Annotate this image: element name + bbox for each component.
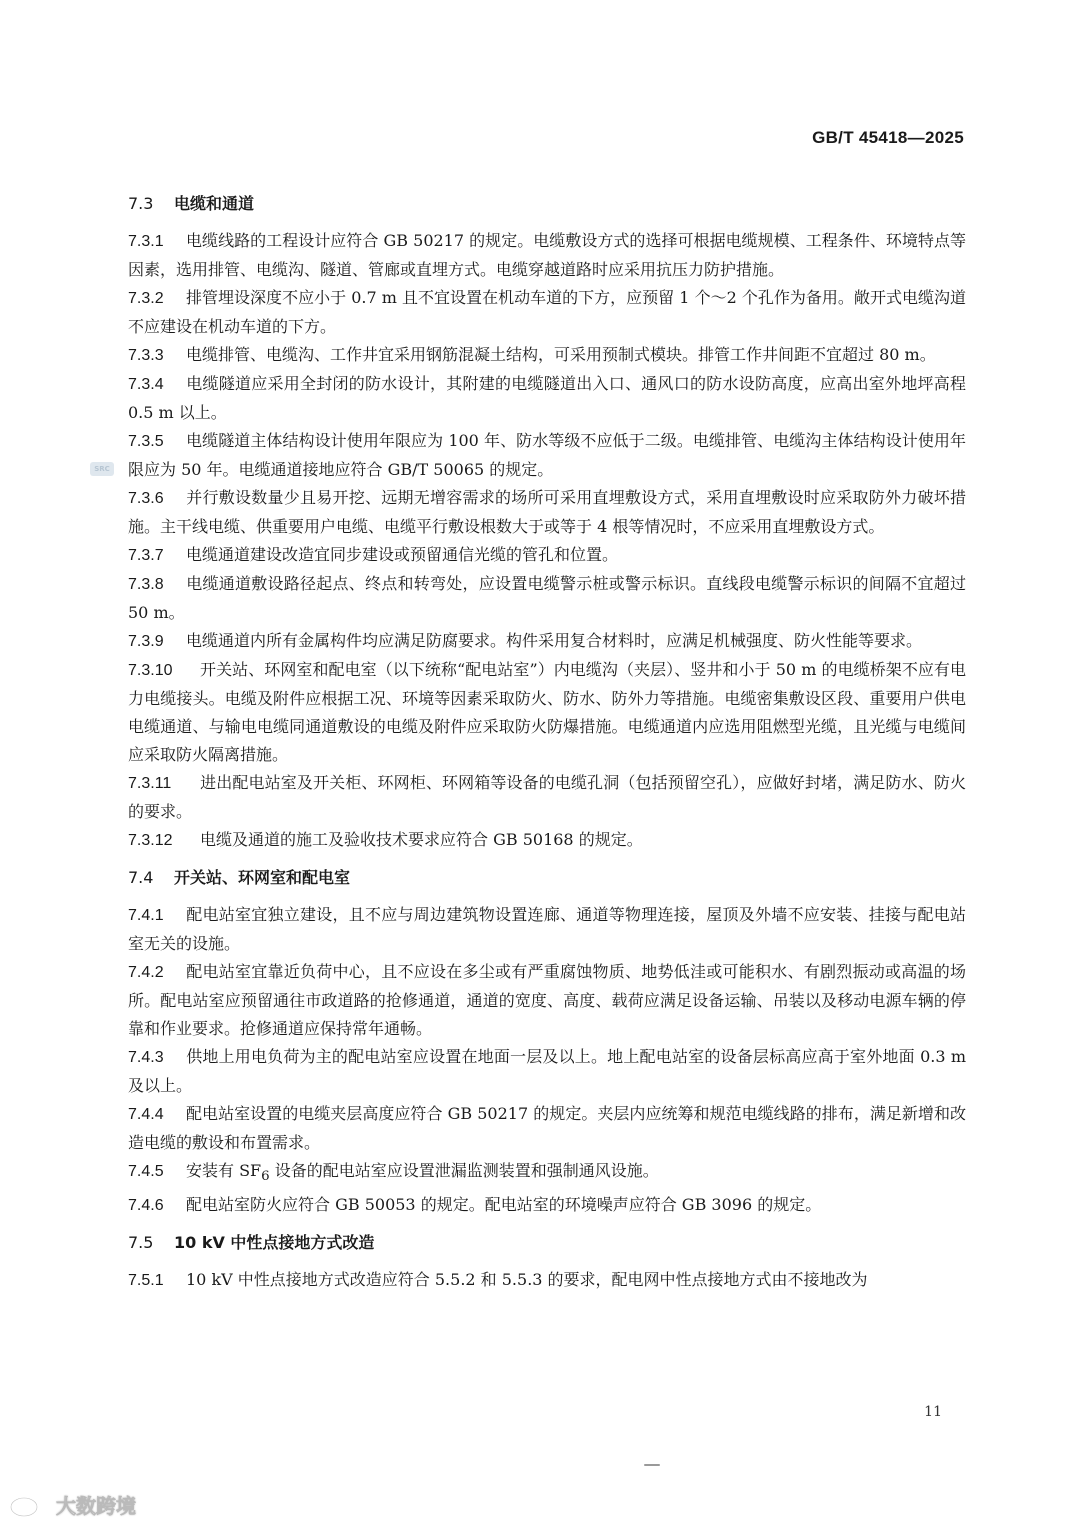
clause-number: 7.3.3: [128, 347, 164, 364]
clause-7-3-2: [128, 284, 966, 341]
clause-text: 配电站室宜独立建设，且不应与周边建筑物设置连廊、通道等物理连接，屋顶及外墙不应安装、挂接与配电站室无关的设施。: [128, 905, 966, 953]
page-divider: [644, 1464, 660, 1466]
watermark-text: 大数跨境: [56, 1493, 136, 1518]
clause-7-3-3: [128, 341, 966, 370]
watermark: [8, 1488, 136, 1520]
clause-text: 配电站室防火应符合 GB 50053 的规定。配电站室的环境噪声应符合 GB 3096 的规定。: [186, 1195, 822, 1215]
clause-number: 7.3.4: [128, 376, 164, 393]
clause-number: 7.3.9: [128, 633, 164, 650]
clause-7-3-7: [128, 541, 966, 570]
clause-number: 7.3.5: [128, 433, 164, 450]
section-number: 7.3: [128, 194, 154, 213]
clause-7-3-11: [128, 769, 966, 826]
clause-7-4-5: [128, 1157, 966, 1191]
clause-text: 进出配电站室及开关柜、环网柜、环网箱等设备的电缆孔洞（包括预留空孔），应做好封堵，满足防水、防火的要求。: [128, 773, 966, 821]
section-heading-7-3: [128, 190, 966, 218]
standard-code: GB/T 45418—2025: [812, 128, 964, 147]
clause-text-before: 安装有 SF: [186, 1161, 262, 1180]
section-title: 电缆和通道: [174, 194, 255, 213]
clause-number: 7.3.6: [128, 490, 164, 507]
side-mark-badge: SRC: [90, 462, 114, 476]
clause-text: 配电站室设置的电缆夹层高度应符合 GB 50217 的规定。夹层内应统筹和规范电缆线路的排布，满足新增和改造电缆的敷设和布置需求。: [128, 1104, 966, 1152]
weibo-logo-icon: [8, 1489, 48, 1519]
clause-text: 电缆线路的工程设计应符合 GB 50217 的规定。电缆敷设方式的选择可根据电缆规模、工程条件、环境特点等因素，选用排管、电缆沟、隧道、管廊或直埋方式。电缆穿越道路时应采用抗压力防护措施。: [128, 231, 966, 279]
clause-text: 排管埋设深度不应小于 0.7 m 且不宜设置在机动车道的下方，应预留 1 个～2 个孔作为备用。敞开式电缆沟道不应建设在机动车道的下方。: [128, 288, 966, 336]
section-number: 7.5: [128, 1233, 154, 1253]
clause-number: 7.3.10: [128, 662, 173, 679]
clause-number: 7.4.2: [128, 964, 164, 981]
clause-7-3-1: [128, 227, 966, 284]
clause-text: 开关站、环网室和配电室（以下统称“配电站室”）内电缆沟（夹层）、竖井和小于 50 m 的电缆桥架不应有电力电缆接头。电缆及附件应根据工况、环境等因素采取防火、防水、防外力等措施。电缆密集敷设区段、重要用户供电电缆通道、与输电电缆同通道敷设的电缆及附件应采取防火防爆措施。电缆通道内应选用阻燃型光缆，且光缆与电缆间应采取防火隔离措施。: [128, 660, 966, 764]
clause-7-3-6: [128, 484, 966, 541]
clause-number: 7.3.2: [128, 290, 164, 307]
clause-text: 并行敷设数量少且易开挖、远期无增容需求的场所可采用直埋敷设方式，采用直埋敷设时应采取防外力破坏措施。主干线电缆、供重要用户电缆、电缆平行敷设根数大于或等于 4 根等情况时，不应采用直埋敷设方式。: [128, 488, 966, 536]
clause-number: 7.4.6: [128, 1197, 164, 1215]
section-number: 7.4: [128, 868, 154, 887]
clause-7-3-12: [128, 826, 966, 855]
clause-text: 电缆通道建设改造宜同步建设或预留通信光缆的管孔和位置。: [186, 545, 619, 564]
page-number: 11: [924, 1404, 942, 1420]
clause-number: 7.5.1: [128, 1272, 164, 1290]
clause-7-4-2: [128, 958, 966, 1043]
clause-7-5-1: [128, 1266, 966, 1295]
clause-number: 7.3.12: [128, 832, 173, 849]
clause-number: 7.4.3: [128, 1049, 164, 1066]
clause-7-4-6: [128, 1191, 966, 1220]
clause-7-4-1: [128, 901, 966, 958]
clause-number: 7.3.11: [128, 775, 172, 792]
clause-text: 电缆通道内所有金属构件均应满足防腐要求。构件采用复合材料时，应满足机械强度、防火性能等要求。: [186, 631, 923, 650]
clause-7-3-4: [128, 370, 966, 427]
clause-number: 7.3.8: [128, 576, 164, 593]
section-title: 10 kV 中性点接地方式改造: [174, 1233, 375, 1253]
clause-7-3-10: [128, 656, 966, 769]
clause-text: 配电站室宜靠近负荷中心，且不应设在多尘或有严重腐蚀物质、地势低洼或可能积水、有剧烈振动或高温的场所。配电站室应预留通往市政道路的抢修通道，通道的宽度、高度、载荷应满足设备运输、吊装以及移动电源车辆的停靠和作业要求。抢修通道应保持常年通畅。: [128, 962, 966, 1038]
section-heading-7-5: [128, 1229, 966, 1257]
clause-text: 10 kV 中性点接地方式改造应符合 5.5.2 和 5.5.3 的要求，配电网中性点接地方式由不接地改为: [186, 1270, 868, 1290]
clause-7-3-8: [128, 570, 966, 627]
clause-7-3-5: [128, 427, 966, 484]
clause-number: 7.4.5: [128, 1163, 164, 1180]
clause-text-after: 设备的配电站室应设置泄漏监测装置和强制通风设施。: [269, 1161, 659, 1180]
clause-7-4-3: [128, 1043, 966, 1100]
clause-7-3-9: [128, 627, 966, 656]
clause-number: 7.4.4: [128, 1106, 164, 1123]
clause-number: 7.3.7: [128, 547, 164, 564]
document-body: [128, 190, 966, 1295]
clause-text: 电缆排管、电缆沟、工作井宜采用钢筋混凝土结构，可采用预制式模块。排管工作井间距不宜超过 80 m。: [186, 345, 936, 364]
clause-number: 7.3.1: [128, 233, 164, 250]
section-title: 开关站、环网室和配电室: [174, 868, 351, 887]
clause-7-4-4: [128, 1100, 966, 1157]
subscript-six: 6: [261, 1169, 270, 1185]
clause-text: 电缆隧道主体结构设计使用年限应为 100 年、防水等级不应低于二级。电缆排管、电缆沟主体结构设计使用年限应为 50 年。电缆通道接地应符合 GB/T 50065 的规定。: [128, 431, 966, 479]
clause-text: 电缆通道敷设路径起点、终点和转弯处，应设置电缆警示桩或警示标识。直线段电缆警示标识的间隔不宜超过 50 m。: [128, 574, 966, 622]
section-heading-7-4: [128, 864, 966, 892]
clause-text: 电缆及通道的施工及验收技术要求应符合 GB 50168 的规定。: [200, 830, 643, 849]
clause-text: 供地上用电负荷为主的配电站室应设置在地面一层及以上。地上配电站室的设备层标高应高于室外地面 0.3 m 及以上。: [128, 1047, 966, 1095]
clause-number: 7.4.1: [128, 907, 164, 924]
clause-text: 电缆隧道应采用全封闭的防水设计，其附建的电缆隧道出入口、通风口的防水设防高度，应高出室外地坪高程 0.5 m 以上。: [128, 374, 966, 422]
